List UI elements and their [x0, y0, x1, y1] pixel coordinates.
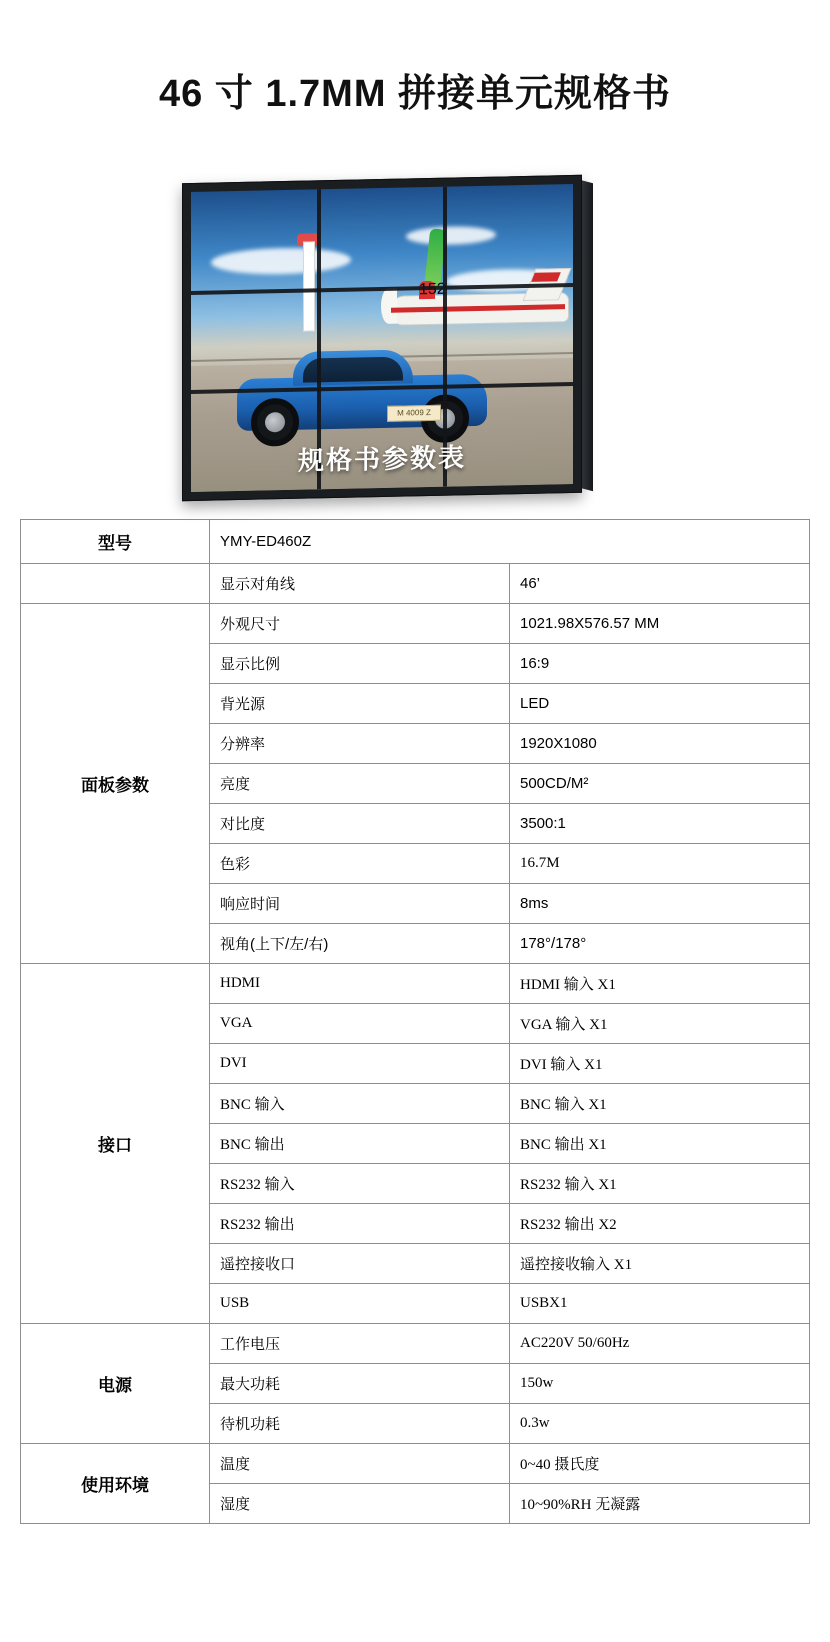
hero-product-image: [0, 179, 830, 519]
spec-param: 背光源: [210, 684, 510, 724]
spec-group-panel: 面板参数: [21, 604, 210, 964]
spec-value: 178°/178°: [510, 924, 810, 964]
spec-group-empty: [21, 564, 210, 604]
spec-group-power: 电源: [21, 1324, 210, 1444]
spec-param: BNC 输入: [210, 1084, 510, 1124]
spec-group-interface: 接口: [21, 964, 210, 1324]
spec-model-value: YMY-ED460Z: [210, 520, 810, 564]
spec-value: HDMI 输入 X1: [510, 964, 810, 1004]
spec-param: 显示对角线: [210, 564, 510, 604]
spec-param: 湿度: [210, 1484, 510, 1524]
table-row: [21, 1444, 810, 1484]
spec-param: VGA: [210, 1004, 510, 1044]
airplane-illustration: [379, 270, 569, 330]
spec-value: USBX1: [510, 1284, 810, 1324]
blue-car-illustration: [237, 348, 487, 449]
spec-model-label: 型号: [21, 520, 210, 564]
spec-param: HDMI: [210, 964, 510, 1004]
spec-value: BNC 输入 X1: [510, 1084, 810, 1124]
table-row: [21, 564, 810, 604]
table-row: [21, 604, 810, 644]
video-wall-side-panel: [581, 180, 593, 491]
spec-param: 对比度: [210, 804, 510, 844]
spec-param: 最大功耗: [210, 1364, 510, 1404]
spec-table: [20, 519, 810, 1524]
spec-value: 500CD/M²: [510, 764, 810, 804]
car-wheel-front: [251, 398, 299, 447]
spec-param: 温度: [210, 1444, 510, 1484]
table-row: [21, 1324, 810, 1364]
table-row: [21, 520, 810, 564]
spec-value: LED: [510, 684, 810, 724]
spec-param: 显示比例: [210, 644, 510, 684]
spec-param: BNC 输出: [210, 1124, 510, 1164]
spec-param: 色彩: [210, 844, 510, 884]
airplane-nose: [381, 288, 397, 324]
spec-param: 亮度: [210, 764, 510, 804]
spec-value: VGA 输入 X1: [510, 1004, 810, 1044]
spec-value: 16.7M: [510, 844, 810, 884]
spec-value: 16:9: [510, 644, 810, 684]
spec-param: 外观尺寸: [210, 604, 510, 644]
spec-value: 3500:1: [510, 804, 810, 844]
spec-value: RS232 输入 X1: [510, 1164, 810, 1204]
spec-param: 工作电压: [210, 1324, 510, 1364]
video-wall: [182, 175, 582, 501]
video-wall-frame: [182, 175, 582, 501]
spec-param: 分辨率: [210, 724, 510, 764]
spec-value: 46’: [510, 564, 810, 604]
page-title: 46 寸 1.7MM 拼接单元规格书: [158, 73, 672, 115]
spec-table-wrapper: [20, 519, 810, 1524]
airplane-tail-stripe: [531, 272, 561, 282]
cloud-icon: [211, 247, 351, 276]
spec-value: DVI 输入 X1: [510, 1044, 810, 1084]
spec-value: RS232 输出 X2: [510, 1204, 810, 1244]
hero-caption: 规格书参数表: [297, 442, 466, 476]
control-tower: [303, 241, 315, 331]
spec-param: RS232 输入: [210, 1164, 510, 1204]
spec-value: 0.3w: [510, 1404, 810, 1444]
spec-value: AC220V 50/60Hz: [510, 1324, 810, 1364]
spec-param: USB: [210, 1284, 510, 1324]
video-wall-screen: [191, 184, 573, 492]
spec-value: 0~40 摄氏度: [510, 1444, 810, 1484]
spec-value: 1021.98X576.57 MM: [510, 604, 810, 644]
license-plate: M 4009 Z: [387, 405, 441, 422]
spec-group-environment: 使用环境: [21, 1444, 210, 1524]
spec-param: RS232 输出: [210, 1204, 510, 1244]
table-row: [21, 964, 810, 1004]
spec-value: 1920X1080: [510, 724, 810, 764]
spec-value: 150w: [510, 1364, 810, 1404]
spec-param: 视角(上下/左/右): [210, 924, 510, 964]
spec-value: 10~90%RH 无凝露: [510, 1484, 810, 1524]
spec-value: 遥控接收输入 X1: [510, 1244, 810, 1284]
spec-param: 待机功耗: [210, 1404, 510, 1444]
cloud-icon: [406, 226, 496, 246]
spec-value: 8ms: [510, 884, 810, 924]
spec-param: 遥控接收口: [210, 1244, 510, 1284]
spec-param: DVI: [210, 1044, 510, 1084]
spec-param: 响应时间: [210, 884, 510, 924]
spec-value: BNC 输出 X1: [510, 1124, 810, 1164]
